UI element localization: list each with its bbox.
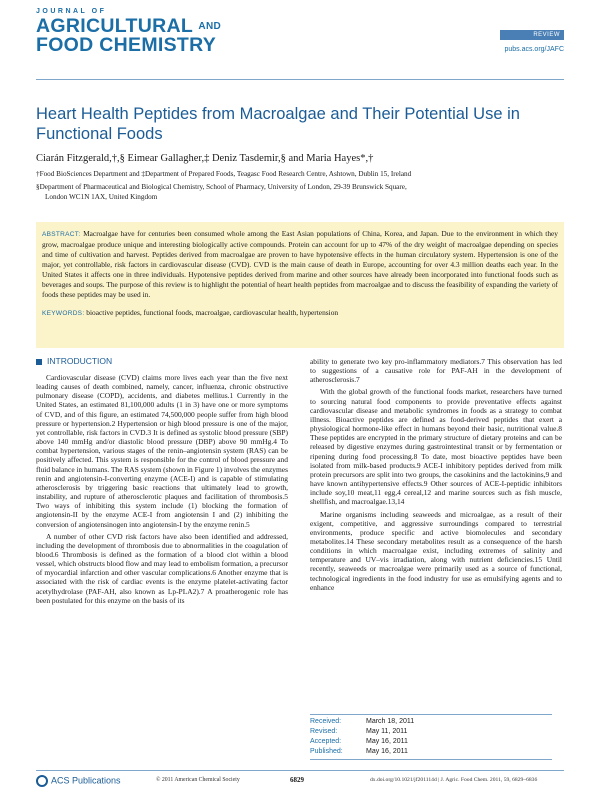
abstract-body: Macroalgae have for centuries been consumed whole among the East Asian populations of China, Korea, and Japan. Due to the environment in which they grow, macroalgae produce unique and interesting biologically active compounds. Protein can account for up to 47% of the dry weight of macroalgae depending on species and time of cultivation and harvest. Peptides derived from macroalgae are proven to have hypotensive effects in the human circulatory system. Hypertension is one of the major, yet controllable, risk factors in cardiovascular disease (CVD). CVD is the main cause of death in Europe, accounting for over 4.3 million deaths each year. In the United States it affects one in three individuals. Hypotensive peptides derived from marine and other sources have already been incorporated into functional foods such as beverages and soups. The purpose of this review is to highlight the potential of heart health peptides from macroalgae and to discuss the feasibility of expanding the variety of foods these peptides may be used in. xyxy=(42,229,558,299)
date-row xyxy=(310,737,552,747)
header-rule xyxy=(36,79,564,80)
date-row xyxy=(310,717,552,727)
page-number: 6829 xyxy=(290,776,304,784)
date-label: Published: xyxy=(310,748,343,755)
acs-logo-icon xyxy=(36,775,48,787)
affiliation-2-cont: London WC1N 1AX, United Kingdom xyxy=(45,193,158,201)
article-dates xyxy=(310,714,552,760)
section-heading xyxy=(36,356,112,366)
keywords-list: bioactive peptides, functional foods, macroalgae, cardiovascular health, hypertension xyxy=(86,308,339,317)
paragraph: With the global growth of the functional foods market, researchers have turned to sourcing natural food components to provide preventative effects against cardiovascular disease and metabolic syndromes in foods as a strategy to combat illness. Bioactive peptides are defined as food-derived peptides that exert a physiological hormone-like effect in humans beyond their basic, nutritional value.8 These peptides are encrypted in the primary structure of dietary proteins and can be released by digestive enzymes during gastrointestinal transit or by fermentation or ripening during food processing.8 To date, most bioactive peptides have been isolated from milk-based products.9 ACE-I inhibitory peptides derived from milk protein precursors are split into two groups, the casokinins and the lactokinins,9 and have known antihypertensive effects.9 Other sources of ACE-I-peptidic inhibitors include soy,10 meat,11 egg,4 cereal,12 and marine sources such as fish muscle, shellfish, and macroalgae.13,14 xyxy=(310,387,562,507)
date-label: Accepted: xyxy=(310,738,342,745)
journal-word-agricultural: AGRICULTURAL xyxy=(36,15,193,37)
journal-name-line3: FOOD CHEMISTRY xyxy=(36,34,217,56)
paragraph: A number of other CVD risk factors have also been identified and addressed, including the development of thrombosis due to abnormalities in the coagulation of blood.6 Thrombosis is defined as the formation of a blood clot within a blood vessel, which obstructs blood flow and may lead to embolism formation, a precursor of myocardial infarction and other vascular complications.6 Another enzyme that is associated with the risk of cardiac events is the enzyme platelet-activating factor acetylhydrolase (PAF-AH, also known as Lp-PLA2).7 A proatherogenic role has been postulated for this enzyme on the basis of its xyxy=(36,531,288,605)
date-value: May 16, 2011 xyxy=(366,748,408,755)
date-label: Revised: xyxy=(310,728,338,735)
article-type-tag: REVIEW xyxy=(500,30,564,40)
author-list: Ciarán Fitzgerald,†,§ Eimear Gallagher,‡ Deniz Tasdemir,§ and Maria Hayes*,† xyxy=(36,153,374,164)
journal-name-prefix: JOURNAL OF xyxy=(36,8,107,15)
affiliation-1: †Food BioSciences Department and ‡Department of Prepared Foods, Teagasc Food Research Centre, Ashtown, Dublin 15, Ireland xyxy=(36,170,412,178)
publisher-name: ACS Publications xyxy=(51,775,121,786)
paragraph: Cardiovascular disease (CVD) claims more lives each year than the five next leading causes of death combined, namely, cancer, influenza, chronic obstructive pulmonary disease (COPD), accidents, and diabetes mellitus.1 Currently in the United States, an estimated 81,100,000 adults (1 in 3) have one or more symptoms of CVD, and of this figure, an estimated 74,500,000 people suffer from high blood pressure or hypertension.2 Hypertension or high blood pressure is one of the major, yet controllable, risk factors in CVD.3 It is defined as systolic blood pressure (SBP) above 140 mmHg and/or diastolic blood pressure (DBP) above 90 mmHg.4 To combat hypertension, various stages of the renin–angiotensin system (RAS) can be positively affected. This system is responsible for the control of blood pressure and fluid balance in humans. The RAS system (shown in Figure 1) involves the enzymes renin and angiotensin-I-converting enzyme (ACE-I) and is capable of stimulating atherosclerosis by triggering basic reactions that ultimately lead to growth, instability, and rupture of atherosclerotic plaques and facilitation of thrombosis.5 Two ways of inhibiting this system include (1) blocking the formation of angiotensin-II by the enzyme ACE-I from angiotensin I and (2) inhibiting the conversion of angiotensinogen into angiotensin-I by the enzyme renin.5 xyxy=(36,373,288,529)
keywords xyxy=(42,308,558,317)
date-label: Received: xyxy=(310,718,342,725)
affiliation-2: §Department of Pharmaceutical and Biological Chemistry, School of Pharmacy, University of London, 29-39 Brunswick Square, xyxy=(36,183,407,191)
section-heading-text: INTRODUCTION xyxy=(47,356,113,366)
abstract-label: ABSTRACT: xyxy=(42,231,81,238)
date-row xyxy=(310,727,552,737)
abstract xyxy=(42,222,558,300)
doi-citation[interactable]: dx.doi.org/10.1021/jf201114d | J. Agric. Food Chem. 2011, 59, 6829–6836 xyxy=(370,777,538,783)
footer-rule xyxy=(36,770,564,771)
journal-word-and: AND xyxy=(198,21,221,32)
date-value: May 16, 2011 xyxy=(366,738,408,745)
paragraph: Marine organisms including seaweeds and microalgae, as a result of their exigent, competitive, and aggressive surroundings compared to terrestrial environments, produce specific and active biomolecules and secondary metabolites.14 These secondary metabolites result as a consequence of the harsh conditions in which macroalgae exist, including extremes of salinity and temperature and UV–vis irradiation, along with nutrient deficiencies.15 Until recently, seaweeds or macroalgae were primarily used as a source of functional, technological ingredients in the food industry for use as emulsifying agents and to enhance xyxy=(310,509,562,592)
abstract-box xyxy=(36,222,564,348)
date-value: March 18, 2011 xyxy=(366,718,415,725)
date-row xyxy=(310,747,552,757)
copyright: © 2011 American Chemical Society xyxy=(156,777,240,783)
paragraph: ability to generate two key pro-inflammatory mediators.7 This observation has led to suggestions of a causative role for PAF-AH in the development of atherosclerosis.7 xyxy=(310,357,562,385)
publisher-logo xyxy=(36,775,121,787)
keywords-label: KEYWORDS: xyxy=(42,310,85,317)
date-value: May 11, 2011 xyxy=(366,728,408,735)
article-title: Heart Health Peptides from Macroalgae and Their Potential Use in Functional Foods xyxy=(36,105,520,143)
right-column xyxy=(310,357,562,592)
left-column xyxy=(36,373,288,605)
section-bullet-icon xyxy=(36,359,42,365)
journal-url[interactable]: pubs.acs.org/JAFC xyxy=(504,46,564,53)
